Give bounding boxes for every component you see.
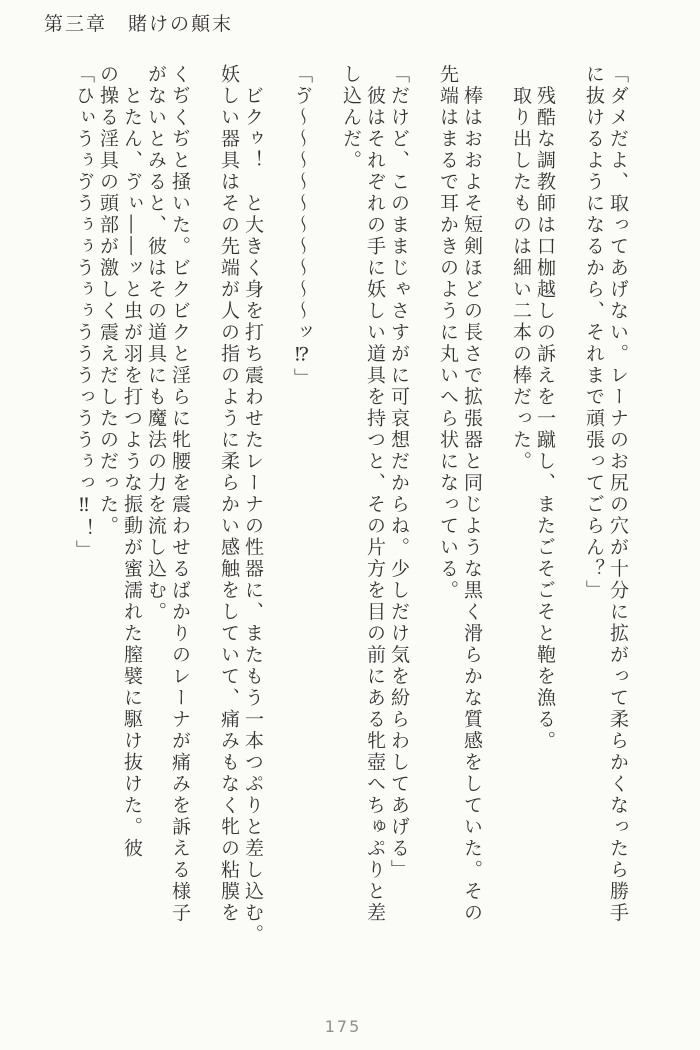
paragraph-group bbox=[290, 64, 314, 1020]
page-text-area bbox=[72, 64, 630, 1020]
text-column: がないとみると、彼はその道具にも魔法の力を流し込む。 bbox=[145, 64, 167, 623]
paragraph-group bbox=[582, 64, 630, 1020]
text-column: 「ゔ～～～～～～～～～～ッ⁉」 bbox=[291, 64, 313, 390]
text-column: に抜けるようになるから、それまで頑張ってごらん？」 bbox=[583, 64, 605, 602]
page-number: 175 bbox=[324, 1017, 362, 1036]
chapter-header: 第三章 賭けの顛末 bbox=[44, 13, 234, 35]
text-column: し込んだ。 bbox=[340, 64, 362, 172]
text-column: の操る淫具の頭部が激しく震えだしたのだった。 bbox=[97, 64, 119, 537]
text-column: 先端はまるで耳かきのように丸いへら状になっている。 bbox=[437, 64, 459, 602]
text-column: とたん、ゔぃ――ッと虫が羽を打つような振動が蜜濡れた膣襞に駆け抜けた。彼 bbox=[121, 64, 143, 860]
text-column: ビクゥ！ と大きく身を打ち震わせたレーナの性器に、またもう一本つぷりと差し込む。 bbox=[242, 64, 264, 946]
text-column: 彼はそれぞれの手に妖しい道具を持つと、その片方を目の前にある牝壺へちゅぷりと差 bbox=[364, 64, 386, 924]
paragraph-group bbox=[436, 64, 484, 1020]
text-column: 「だけど、このままじゃさすがに可哀想だからね。少しだけ気を紛らわしてあげる」 bbox=[388, 64, 410, 881]
text-column: 「ひぃうぅゔうぅぅうぅぅうううっううぅっ‼！」 bbox=[73, 64, 95, 562]
paragraph-group bbox=[509, 64, 557, 1020]
text-column: 棒はおおよそ短剣ほどの長さで拡張器と同じような黒く滑らかな質感をしていた。その bbox=[461, 64, 483, 924]
paragraph-group bbox=[217, 64, 265, 1020]
text-column: 残酷な調教師は口枷越しの訴えを一蹴し、またごそごそと鞄を漁る。 bbox=[534, 64, 556, 752]
text-column: くぢくぢと掻いた。ビクビクと淫らに牝腰を震わせるばかりのレーナが痛みを訴える様子 bbox=[169, 64, 191, 924]
text-column: 取り出したものは細い二本の棒だった。 bbox=[510, 64, 532, 473]
paragraph-group bbox=[339, 64, 411, 1020]
paragraph-group bbox=[72, 64, 192, 1020]
text-column: 「ダメだよ、取ってあげない。レーナのお尻の穴が十分に拡がって柔らかくなったら勝手 bbox=[607, 64, 629, 924]
text-column: 妖しい器具はその先端が人の指のように柔らかい感触をしていて、痛みもなく牝の粘膜を bbox=[218, 64, 240, 924]
